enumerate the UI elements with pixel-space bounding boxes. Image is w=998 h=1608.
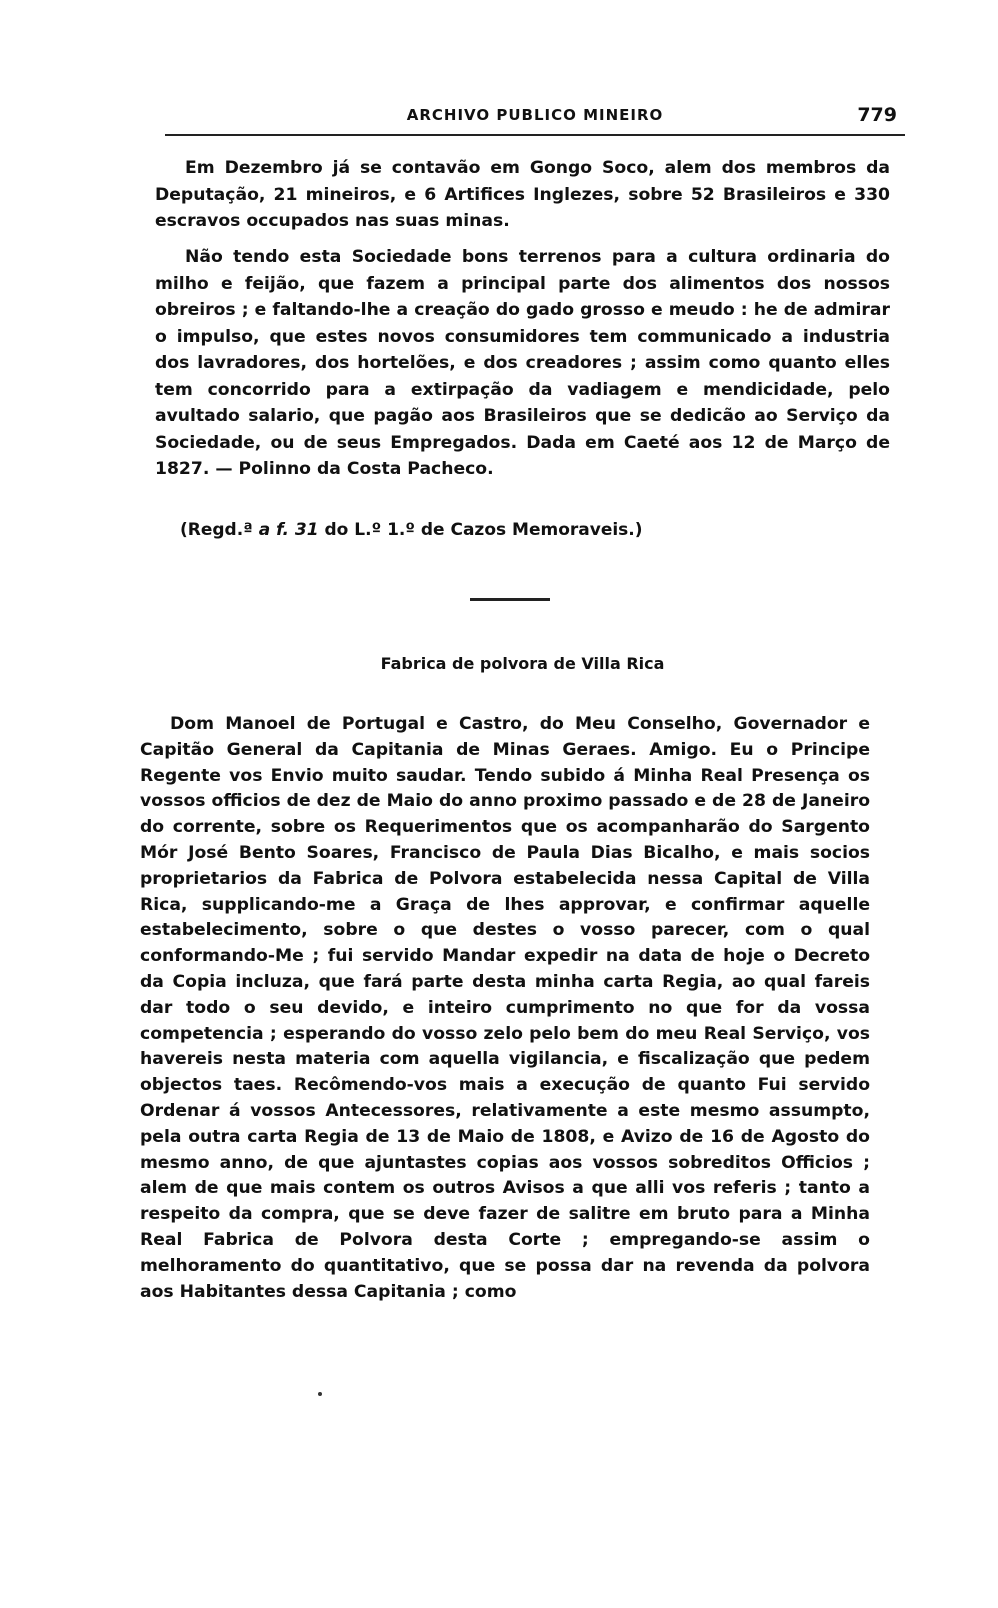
paragraph-sociedade <box>155 244 890 483</box>
running-header <box>165 104 905 136</box>
section-divider <box>470 598 550 601</box>
paragraph-text: Dom Manoel de Portugal e Castro, do Meu Conselho, Governador e Capitão General da Capitania de Minas Geraes. Amigo. Eu o Principe Regente vos Envio muito saudar. Tendo subido á Minha Real Presença os vossos officios de dez de Maio do anno proximo passado e de 28 de Janeiro do corrente, sobre os Requerimentos que os acompanharão do Sargento Mór José Bento Soares, Francisco de Paula Dias Bicalho, e mais socios proprietarios da Fabrica de Polvora estabelecida nessa Capital de Villa Rica, supplicando-me a Graça de lhes approvar, e confirmar aquelle estabelecimento, sobre o que destes o vosso parecer, com o qual conformando-Me ; fui servido Mandar expedir na data de hoje o Decreto da Copia incluza, que fará parte desta minha carta Regia, ao qual fareis dar todo o seu devido, e inteiro cumprimento no que for da vossa competencia ; esperando do vosso zelo pelo bem do meu Real Serviço, vos havereis nesta materia com aquella vigilancia, e fiscalização que pedem objectos taes. Recômendo-vos mais a execução de quanto Fui servido Ordenar á vossos Antecessores, relativamente a este mesmo assumpto, pela outra carta Regia de 13 de Maio de 1808, e Avizo de 16 de Agosto do mesmo anno, de que ajuntastes copias aos vossos sobreditos Officios ; alem de que mais contem os outros Avisos a que alli vos referis ; tanto a respeito da compra, que se deve fazer de salitre em bruto para a Minha Real Fabrica de Polvora desta Corte ; empregando-se assim o melhoramento do quantitativo, que se possa dar na revenda da polvora aos Habitantes dessa Capitania ; como <box>140 714 870 1302</box>
paragraph-text: Não tendo esta Sociedade bons terrenos para a cultura ordinaria do milho e feijão, que fazem a principal parte dos alimentos dos nossos obreiros ; e faltando-lhe a creação do gado grosso e meudo : he de admirar o impulso, que estes novos consumidores tem communicado a industria dos lavradores, dos hortelões, e dos creadores ; assim como quanto elles tem concorrido para a extirpação da vadiagem e mendicidade, pelo avultado salario, que pagão aos Brasileiros que se dedicão ao Serviço da Sociedade, ou de seus Empregados. Dada em Caeté aos 12 de Março de 1827. — Polinno da Costa Pacheco. <box>155 247 890 479</box>
page-number: 779 <box>857 104 897 126</box>
registration-note <box>180 520 643 540</box>
ink-speck <box>318 1392 322 1396</box>
header-title: ARCHIVO PUBLICO MINEIRO <box>406 106 664 124</box>
registration-suffix: do L.º 1.º de Cazos Memoraveis.) <box>318 520 643 540</box>
paragraph-text: Em Dezembro já se contavão em Gongo Soco, alem dos membros da Deputação, 21 mineiros, e 6 Artifices Inglezes, sobre 52 Brasileiros e 330 escravos occupados nas suas minas. <box>155 158 890 231</box>
paragraph-gongo-soco <box>155 155 890 235</box>
section-title: Fabrica de polvora de Villa Rica <box>380 654 665 673</box>
registration-folio: a f. 31 <box>258 520 319 540</box>
registration-prefix: (Regd.ª <box>180 520 259 540</box>
paragraph-carta-regia <box>140 712 870 1305</box>
